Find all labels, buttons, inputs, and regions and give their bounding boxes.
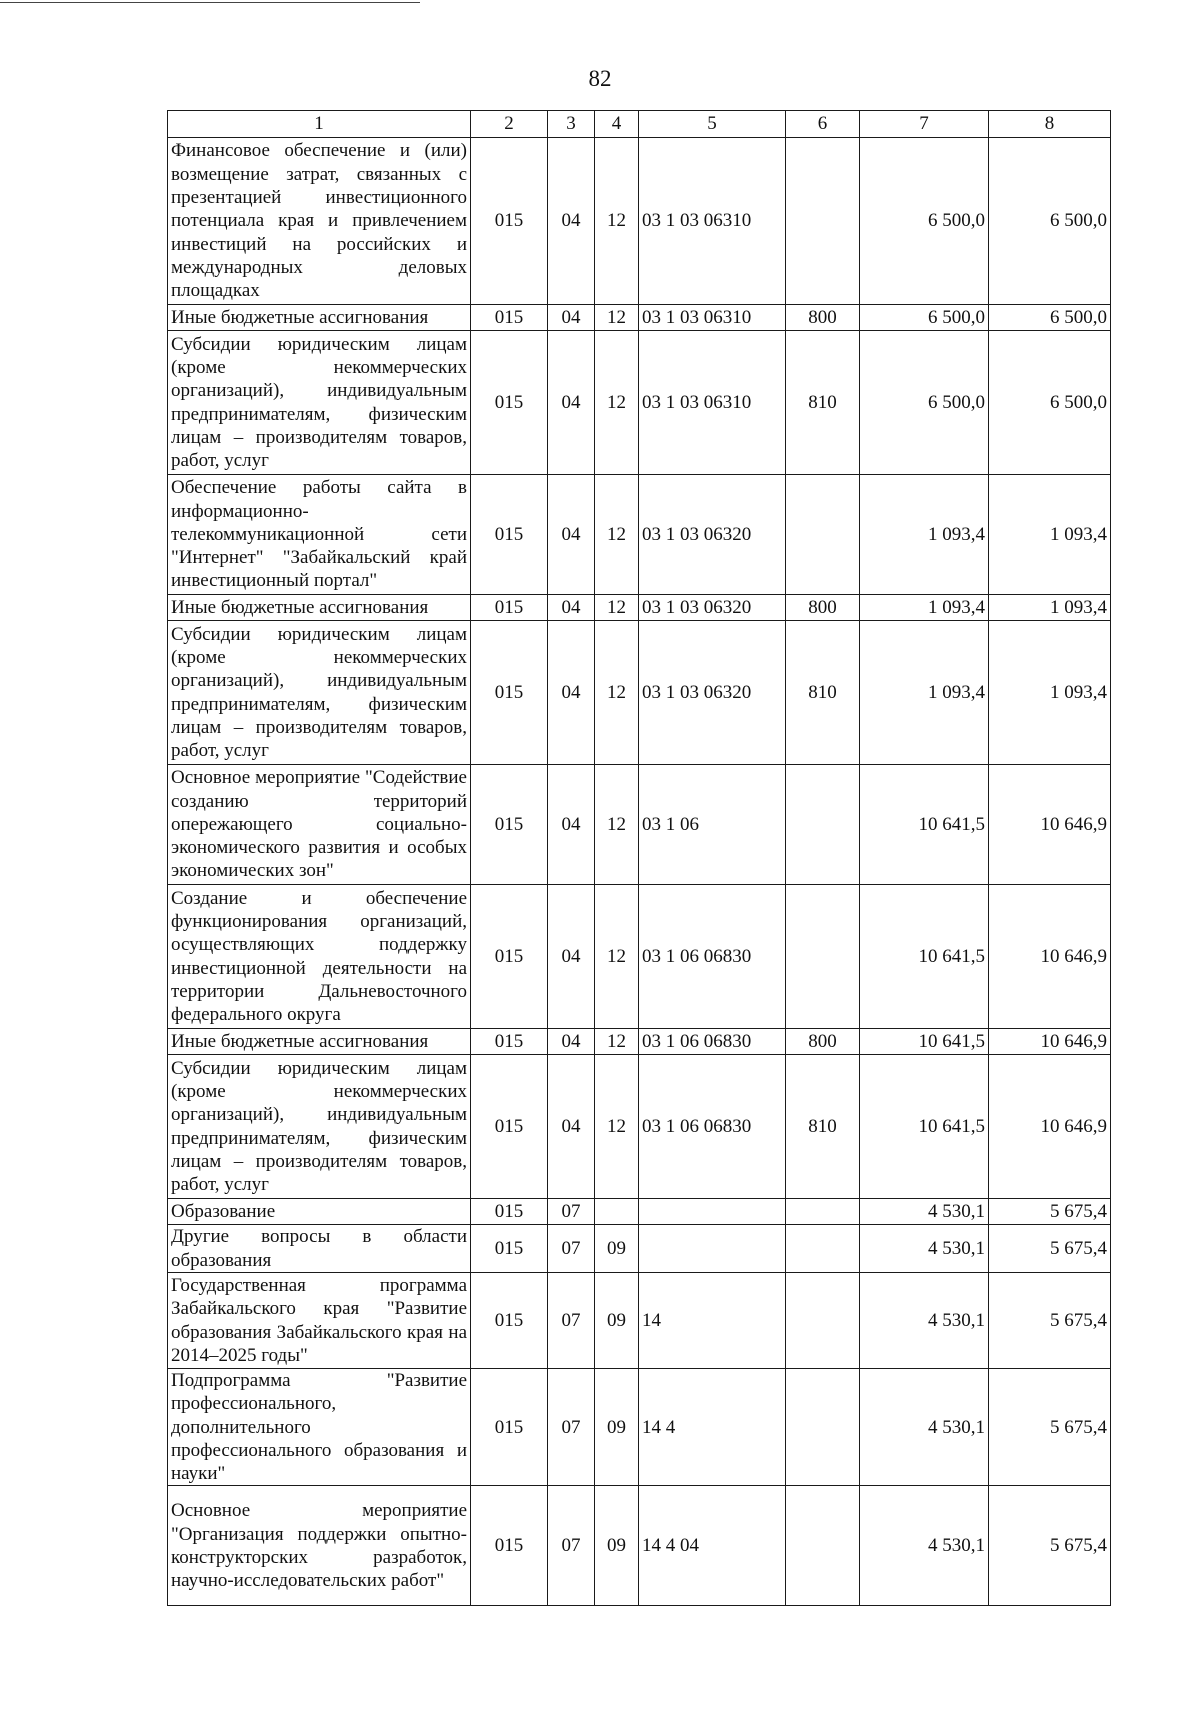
row-pr	[595, 1199, 639, 1225]
row-rz: 07	[548, 1369, 595, 1486]
row-vr: 800	[786, 595, 860, 621]
row-rz: 04	[548, 621, 595, 765]
row-name: Другие вопросы в области образования	[168, 1225, 471, 1273]
row-csr: 03 1 03 06310	[639, 138, 786, 305]
table-row	[168, 1199, 1111, 1225]
row-vr: 810	[786, 621, 860, 765]
row-pr: 12	[595, 331, 639, 475]
row-grbs: 015	[471, 1199, 548, 1225]
row-csr: 03 1 03 06320	[639, 595, 786, 621]
row-pr: 09	[595, 1273, 639, 1369]
row-pr: 12	[595, 885, 639, 1029]
row-vr	[786, 475, 860, 595]
row-grbs: 015	[471, 475, 548, 595]
row-csr: 03 1 06 06830	[639, 1055, 786, 1199]
row-vr	[786, 1199, 860, 1225]
row-vr: 800	[786, 1029, 860, 1055]
row-csr: 14	[639, 1273, 786, 1369]
row-name: Создание и обеспечение функционирования организаций, осуществляющих поддержку инвестиционной деятельности на территории Дальневосточного федерального округа	[168, 885, 471, 1029]
table-row	[168, 331, 1111, 475]
row-grbs: 015	[471, 595, 548, 621]
table-row	[168, 595, 1111, 621]
row-pr: 12	[595, 475, 639, 595]
row-grbs: 015	[471, 765, 548, 885]
row-csr: 03 1 06	[639, 765, 786, 885]
header-cell: 1	[168, 111, 471, 138]
row-pr: 12	[595, 595, 639, 621]
row-rz: 07	[548, 1225, 595, 1273]
row-grbs: 015	[471, 1486, 548, 1606]
row-sum-2: 5 675,4	[989, 1225, 1111, 1273]
row-vr	[786, 138, 860, 305]
row-sum-2: 6 500,0	[989, 305, 1111, 331]
row-rz: 07	[548, 1199, 595, 1225]
row-sum-1: 6 500,0	[860, 305, 989, 331]
table-row	[168, 475, 1111, 595]
row-pr: 09	[595, 1369, 639, 1486]
row-grbs: 015	[471, 621, 548, 765]
row-rz: 04	[548, 305, 595, 331]
row-grbs: 015	[471, 1029, 548, 1055]
row-sum-2: 6 500,0	[989, 331, 1111, 475]
row-rz: 04	[548, 331, 595, 475]
row-csr: 03 1 03 06320	[639, 475, 786, 595]
row-csr	[639, 1199, 786, 1225]
row-name: Основное мероприятие "Организация поддержки опытно-конструкторских разработок, научно-исследовательских работ"	[168, 1486, 471, 1606]
row-grbs: 015	[471, 331, 548, 475]
page-number: 82	[588, 66, 612, 91]
row-sum-2: 1 093,4	[989, 475, 1111, 595]
row-rz: 04	[548, 475, 595, 595]
row-name: Субсидии юридическим лицам (кроме некоммерческих организаций), индивидуальным предпринимателям, физическим лицам – производителям товаров, работ, услуг	[168, 1055, 471, 1199]
row-sum-1: 10 641,5	[860, 1029, 989, 1055]
row-rz: 04	[548, 765, 595, 885]
budget-table	[167, 110, 1111, 1606]
row-sum-1: 1 093,4	[860, 475, 989, 595]
table-row	[168, 621, 1111, 765]
table-row	[168, 765, 1111, 885]
table-row	[168, 885, 1111, 1029]
row-grbs: 015	[471, 1055, 548, 1199]
table-row	[168, 305, 1111, 331]
row-pr: 12	[595, 765, 639, 885]
row-sum-2: 10 646,9	[989, 1029, 1111, 1055]
row-vr	[786, 1273, 860, 1369]
header-cell: 3	[548, 111, 595, 138]
row-vr	[786, 1369, 860, 1486]
header-row	[168, 111, 1111, 138]
row-name: Иные бюджетные ассигнования	[168, 1029, 471, 1055]
row-grbs: 015	[471, 1273, 548, 1369]
row-name: Образование	[168, 1199, 471, 1225]
table-row	[168, 1369, 1111, 1486]
row-pr: 12	[595, 1055, 639, 1199]
row-name: Подпрограмма "Развитие профессионального, дополнительного профессионального образования и науки"	[168, 1369, 471, 1486]
table-row	[168, 1486, 1111, 1606]
row-pr: 09	[595, 1486, 639, 1606]
row-sum-2: 5 675,4	[989, 1199, 1111, 1225]
row-pr: 12	[595, 1029, 639, 1055]
row-rz: 04	[548, 1029, 595, 1055]
header-cell: 8	[989, 111, 1111, 138]
row-sum-1: 4 530,1	[860, 1486, 989, 1606]
row-grbs: 015	[471, 1225, 548, 1273]
row-sum-2: 6 500,0	[989, 138, 1111, 305]
row-rz: 04	[548, 885, 595, 1029]
row-csr: 14 4	[639, 1369, 786, 1486]
table-row	[168, 1273, 1111, 1369]
table-row	[168, 1029, 1111, 1055]
row-name: Обеспечение работы сайта в информационно-телекоммуникационной сети "Интернет" "Забайкальский край инвестиционный портал"	[168, 475, 471, 595]
row-sum-1: 1 093,4	[860, 595, 989, 621]
row-sum-1: 6 500,0	[860, 331, 989, 475]
row-name: Финансовое обеспечение и (или) возмещение затрат, связанных с презентацией инвестиционного потенциала края и привлечением инвестиций на российских и международных деловых площадках	[168, 138, 471, 305]
table-row	[168, 1055, 1111, 1199]
table-row	[168, 138, 1111, 305]
row-name: Иные бюджетные ассигнования	[168, 305, 471, 331]
row-csr: 14 4 04	[639, 1486, 786, 1606]
row-vr	[786, 1486, 860, 1606]
header-cell: 7	[860, 111, 989, 138]
row-rz: 07	[548, 1273, 595, 1369]
row-csr: 03 1 03 06310	[639, 305, 786, 331]
row-vr: 810	[786, 1055, 860, 1199]
row-sum-1: 10 641,5	[860, 885, 989, 1029]
row-rz: 07	[548, 1486, 595, 1606]
row-sum-2: 10 646,9	[989, 765, 1111, 885]
row-csr: 03 1 03 06310	[639, 331, 786, 475]
row-grbs: 015	[471, 885, 548, 1029]
row-sum-2: 5 675,4	[989, 1369, 1111, 1486]
row-vr: 800	[786, 305, 860, 331]
row-pr: 12	[595, 138, 639, 305]
row-vr: 810	[786, 331, 860, 475]
row-pr: 12	[595, 621, 639, 765]
row-name: Иные бюджетные ассигнования	[168, 595, 471, 621]
row-sum-1: 6 500,0	[860, 138, 989, 305]
row-sum-1: 1 093,4	[860, 621, 989, 765]
row-name: Государственная программа Забайкальского края "Развитие образования Забайкальского края на 2014–2025 годы"	[168, 1273, 471, 1369]
row-csr: 03 1 06 06830	[639, 885, 786, 1029]
row-csr: 03 1 06 06830	[639, 1029, 786, 1055]
row-vr	[786, 1225, 860, 1273]
row-vr	[786, 885, 860, 1029]
row-grbs: 015	[471, 305, 548, 331]
table-row	[168, 1225, 1111, 1273]
scan-top-rule	[0, 2, 420, 3]
row-sum-1: 10 641,5	[860, 1055, 989, 1199]
row-sum-1: 4 530,1	[860, 1199, 989, 1225]
row-pr: 09	[595, 1225, 639, 1273]
header-cell: 2	[471, 111, 548, 138]
row-csr	[639, 1225, 786, 1273]
row-pr: 12	[595, 305, 639, 331]
row-csr: 03 1 03 06320	[639, 621, 786, 765]
header-cell: 4	[595, 111, 639, 138]
row-rz: 04	[548, 1055, 595, 1199]
row-grbs: 015	[471, 138, 548, 305]
row-rz: 04	[548, 595, 595, 621]
header-cell: 5	[639, 111, 786, 138]
row-sum-2: 1 093,4	[989, 595, 1111, 621]
row-sum-1: 4 530,1	[860, 1225, 989, 1273]
row-name: Субсидии юридическим лицам (кроме некоммерческих организаций), индивидуальным предпринимателям, физическим лицам – производителям товаров, работ, услуг	[168, 621, 471, 765]
row-sum-2: 1 093,4	[989, 621, 1111, 765]
row-name: Основное мероприятие "Содействие созданию территорий опережающего социально-экономического развития и особых экономических зон"	[168, 765, 471, 885]
row-sum-2: 5 675,4	[989, 1273, 1111, 1369]
header-cell: 6	[786, 111, 860, 138]
row-rz: 04	[548, 138, 595, 305]
row-sum-1: 4 530,1	[860, 1369, 989, 1486]
row-sum-1: 10 641,5	[860, 765, 989, 885]
row-sum-2: 10 646,9	[989, 885, 1111, 1029]
row-name: Субсидии юридическим лицам (кроме некоммерческих организаций), индивидуальным предпринимателям, физическим лицам – производителям товаров, работ, услуг	[168, 331, 471, 475]
row-grbs: 015	[471, 1369, 548, 1486]
row-sum-2: 10 646,9	[989, 1055, 1111, 1199]
row-vr	[786, 765, 860, 885]
row-sum-1: 4 530,1	[860, 1273, 989, 1369]
row-sum-2: 5 675,4	[989, 1486, 1111, 1606]
